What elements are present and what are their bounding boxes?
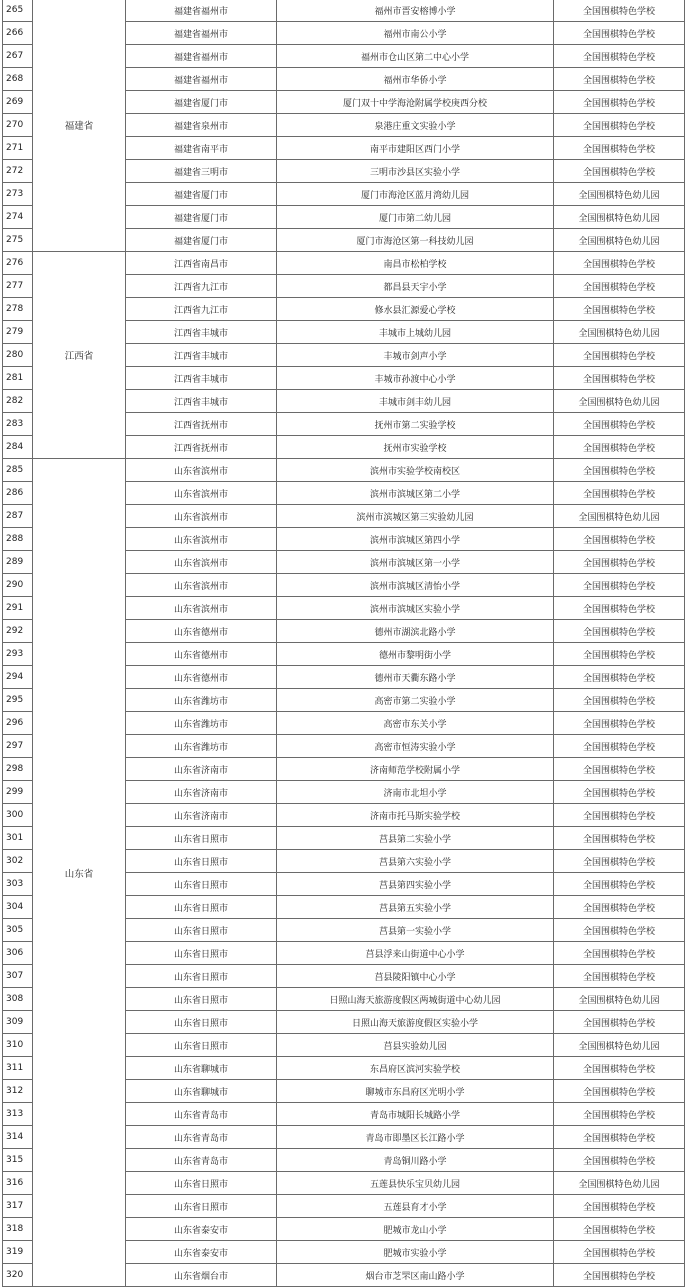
school-name-cell: 青岛铜川路小学 [277,1149,554,1172]
city-cell: 江西省九江市 [126,275,277,298]
school-name-cell: 丰城市剑声小学 [277,344,554,367]
table-row [3,0,685,22]
school-type-cell: 全国围棋特色学校 [554,275,685,298]
city-cell: 福建省福州市 [126,68,277,91]
row-number: 276 [3,252,33,275]
school-type-cell: 全国围棋特色学校 [554,482,685,505]
school-type-cell: 全国围棋特色学校 [554,1241,685,1264]
city-cell: 山东省潍坊市 [126,712,277,735]
school-type-cell: 全国围棋特色学校 [554,298,685,321]
school-name-cell: 莒县浮来山街道中心小学 [277,942,554,965]
city-cell: 山东省日照市 [126,942,277,965]
school-type-cell: 全国围棋特色学校 [554,919,685,942]
row-number: 313 [3,1103,33,1126]
school-type-cell: 全国围棋特色学校 [554,413,685,436]
school-name-cell: 莒县第四实验小学 [277,873,554,896]
school-type-cell: 全国围棋特色学校 [554,1264,685,1287]
school-type-cell: 全国围棋特色学校 [554,1011,685,1034]
school-name-cell: 莒县陵阳镇中心小学 [277,965,554,988]
school-name-cell: 济南师范学校附属小学 [277,758,554,781]
row-number: 286 [3,482,33,505]
school-name-cell: 抚州市第二实验学校 [277,413,554,436]
row-number: 275 [3,229,33,252]
city-cell: 山东省滨州市 [126,597,277,620]
school-name-cell: 济南市托马斯实验学校 [277,804,554,827]
school-type-cell: 全国围棋特色学校 [554,1195,685,1218]
city-cell: 山东省日照市 [126,988,277,1011]
city-cell: 山东省滨州市 [126,551,277,574]
table-body [3,0,685,1287]
school-type-cell: 全国围棋特色幼儿园 [554,206,685,229]
school-name-cell: 滨州市滨城区第一小学 [277,551,554,574]
row-number: 271 [3,137,33,160]
city-cell: 山东省济南市 [126,758,277,781]
school-name-cell: 青岛市城阳长城路小学 [277,1103,554,1126]
school-name-cell: 滨州市实验学校南校区 [277,459,554,482]
row-number: 318 [3,1218,33,1241]
row-number: 280 [3,344,33,367]
row-number: 293 [3,643,33,666]
province-cell: 山东省 [33,459,126,1287]
row-number: 309 [3,1011,33,1034]
school-type-cell: 全国围棋特色学校 [554,68,685,91]
city-cell: 山东省日照市 [126,850,277,873]
school-type-cell: 全国围棋特色学校 [554,45,685,68]
school-type-cell: 全国围棋特色学校 [554,0,685,22]
school-list-table [2,0,685,1287]
row-number: 305 [3,919,33,942]
school-name-cell: 东昌府区滨河实验学校 [277,1057,554,1080]
school-name-cell: 丰城市剑丰幼儿园 [277,390,554,413]
row-number: 277 [3,275,33,298]
school-name-cell: 高密市第二实验小学 [277,689,554,712]
school-name-cell: 三明市沙县区实验小学 [277,160,554,183]
city-cell: 江西省抚州市 [126,436,277,459]
city-cell: 山东省德州市 [126,643,277,666]
school-type-cell: 全国围棋特色学校 [554,1080,685,1103]
school-name-cell: 五莲县育才小学 [277,1195,554,1218]
city-cell: 山东省滨州市 [126,528,277,551]
row-number: 300 [3,804,33,827]
row-number: 290 [3,574,33,597]
row-number: 301 [3,827,33,850]
city-cell: 福建省泉州市 [126,114,277,137]
row-number: 273 [3,183,33,206]
school-name-cell: 抚州市实验学校 [277,436,554,459]
row-number: 320 [3,1264,33,1287]
school-type-cell: 全国围棋特色学校 [554,666,685,689]
school-name-cell: 滨州市滨城区第三实验幼儿园 [277,505,554,528]
row-number: 311 [3,1057,33,1080]
school-name-cell: 五莲县快乐宝贝幼儿园 [277,1172,554,1195]
row-number: 304 [3,896,33,919]
city-cell: 福建省厦门市 [126,206,277,229]
row-number: 285 [3,459,33,482]
row-number: 307 [3,965,33,988]
city-cell: 山东省聊城市 [126,1080,277,1103]
school-name-cell: 厦门双十中学海沧附属学校庚西分校 [277,91,554,114]
city-cell: 福建省福州市 [126,45,277,68]
school-name-cell: 德州市湖滨北路小学 [277,620,554,643]
school-type-cell: 全国围棋特色学校 [554,22,685,45]
row-number: 297 [3,735,33,758]
school-type-cell: 全国围棋特色幼儿园 [554,1034,685,1057]
school-name-cell: 莒县第五实验小学 [277,896,554,919]
school-type-cell: 全国围棋特色学校 [554,965,685,988]
school-type-cell: 全国围棋特色学校 [554,574,685,597]
school-type-cell: 全国围棋特色学校 [554,137,685,160]
school-name-cell: 南昌市松柏学校 [277,252,554,275]
school-type-cell: 全国围棋特色幼儿园 [554,1172,685,1195]
school-type-cell: 全国围棋特色学校 [554,758,685,781]
school-type-cell: 全国围棋特色学校 [554,1057,685,1080]
row-number: 295 [3,689,33,712]
row-number: 270 [3,114,33,137]
city-cell: 福建省厦门市 [126,183,277,206]
school-type-cell: 全国围棋特色学校 [554,528,685,551]
school-name-cell: 莒县第六实验小学 [277,850,554,873]
city-cell: 山东省潍坊市 [126,735,277,758]
row-number: 306 [3,942,33,965]
school-name-cell: 厦门市海沧区第一科技幼儿园 [277,229,554,252]
school-type-cell: 全国围棋特色学校 [554,712,685,735]
school-name-cell: 福州市仓山区第二中心小学 [277,45,554,68]
school-name-cell: 福州市华侨小学 [277,68,554,91]
school-name-cell: 泉港庄重文实验小学 [277,114,554,137]
city-cell: 山东省德州市 [126,666,277,689]
school-name-cell: 南平市建阳区西门小学 [277,137,554,160]
school-type-cell: 全国围棋特色学校 [554,804,685,827]
row-number: 302 [3,850,33,873]
row-number: 278 [3,298,33,321]
row-number: 269 [3,91,33,114]
city-cell: 山东省日照市 [126,827,277,850]
row-number: 308 [3,988,33,1011]
city-cell: 山东省聊城市 [126,1057,277,1080]
school-name-cell: 德州市黎明街小学 [277,643,554,666]
city-cell: 江西省丰城市 [126,344,277,367]
city-cell: 山东省日照市 [126,965,277,988]
school-type-cell: 全国围棋特色学校 [554,551,685,574]
row-number: 319 [3,1241,33,1264]
row-number: 288 [3,528,33,551]
row-number: 315 [3,1149,33,1172]
city-cell: 山东省青岛市 [126,1149,277,1172]
row-number: 292 [3,620,33,643]
row-number: 274 [3,206,33,229]
row-number: 312 [3,1080,33,1103]
school-name-cell: 肥城市龙山小学 [277,1218,554,1241]
school-name-cell: 厦门市第二幼儿园 [277,206,554,229]
row-number: 266 [3,22,33,45]
school-name-cell: 滨州市滨城区实验小学 [277,597,554,620]
city-cell: 福建省厦门市 [126,229,277,252]
school-name-cell: 滨州市滨城区第二小学 [277,482,554,505]
row-number: 296 [3,712,33,735]
school-name-cell: 莒县实验幼儿园 [277,1034,554,1057]
row-number: 267 [3,45,33,68]
school-type-cell: 全国围棋特色学校 [554,459,685,482]
school-type-cell: 全国围棋特色学校 [554,344,685,367]
school-name-cell: 厦门市海沧区蓝月湾幼儿园 [277,183,554,206]
province-cell: 福建省 [33,0,126,252]
table-row [3,459,685,482]
school-name-cell: 高密市东关小学 [277,712,554,735]
school-type-cell: 全国围棋特色学校 [554,620,685,643]
school-type-cell: 全国围棋特色幼儿园 [554,390,685,413]
city-cell: 山东省青岛市 [126,1103,277,1126]
city-cell: 江西省九江市 [126,298,277,321]
city-cell: 山东省日照市 [126,873,277,896]
school-type-cell: 全国围棋特色学校 [554,643,685,666]
city-cell: 山东省滨州市 [126,505,277,528]
row-number: 299 [3,781,33,804]
school-type-cell: 全国围棋特色学校 [554,735,685,758]
row-number: 282 [3,390,33,413]
school-name-cell: 德州市天衢东路小学 [277,666,554,689]
city-cell: 山东省滨州市 [126,459,277,482]
city-cell: 山东省日照市 [126,1011,277,1034]
province-cell: 江西省 [33,252,126,459]
city-cell: 山东省滨州市 [126,574,277,597]
school-type-cell: 全国围棋特色学校 [554,91,685,114]
row-number: 289 [3,551,33,574]
row-number: 316 [3,1172,33,1195]
school-name-cell: 日照山海天旅游度假区两城街道中心幼儿园 [277,988,554,1011]
school-type-cell: 全国围棋特色学校 [554,114,685,137]
school-type-cell: 全国围棋特色学校 [554,1218,685,1241]
city-cell: 江西省抚州市 [126,413,277,436]
row-number: 283 [3,413,33,436]
school-name-cell: 烟台市芝罘区南山路小学 [277,1264,554,1287]
city-cell: 江西省南昌市 [126,252,277,275]
school-name-cell: 聊城市东昌府区光明小学 [277,1080,554,1103]
school-type-cell: 全国围棋特色学校 [554,1149,685,1172]
school-name-cell: 济南市北坦小学 [277,781,554,804]
school-type-cell: 全国围棋特色学校 [554,160,685,183]
school-name-cell: 福州市晋安榕博小学 [277,0,554,22]
row-number: 294 [3,666,33,689]
school-type-cell: 全国围棋特色学校 [554,252,685,275]
row-number: 281 [3,367,33,390]
school-type-cell: 全国围棋特色学校 [554,436,685,459]
school-type-cell: 全国围棋特色幼儿园 [554,505,685,528]
row-number: 265 [3,0,33,22]
city-cell: 山东省日照市 [126,919,277,942]
city-cell: 山东省日照市 [126,1034,277,1057]
city-cell: 山东省青岛市 [126,1126,277,1149]
city-cell: 山东省日照市 [126,1195,277,1218]
school-type-cell: 全国围棋特色幼儿园 [554,988,685,1011]
row-number: 314 [3,1126,33,1149]
school-name-cell: 高密市恒涛实验小学 [277,735,554,758]
school-type-cell: 全国围棋特色学校 [554,942,685,965]
school-name-cell: 日照山海天旅游度假区实验小学 [277,1011,554,1034]
school-type-cell: 全国围棋特色学校 [554,896,685,919]
school-type-cell: 全国围棋特色学校 [554,827,685,850]
city-cell: 福建省南平市 [126,137,277,160]
school-name-cell: 福州市南公小学 [277,22,554,45]
school-name-cell: 丰城市孙渡中心小学 [277,367,554,390]
row-number: 272 [3,160,33,183]
table-row [3,252,685,275]
row-number: 287 [3,505,33,528]
school-type-cell: 全国围棋特色幼儿园 [554,183,685,206]
school-type-cell: 全国围棋特色学校 [554,689,685,712]
school-name-cell: 莒县第一实验小学 [277,919,554,942]
city-cell: 山东省德州市 [126,620,277,643]
city-cell: 山东省滨州市 [126,482,277,505]
row-number: 268 [3,68,33,91]
city-cell: 山东省泰安市 [126,1218,277,1241]
city-cell: 江西省丰城市 [126,321,277,344]
row-number: 284 [3,436,33,459]
school-type-cell: 全国围棋特色学校 [554,367,685,390]
city-cell: 福建省福州市 [126,22,277,45]
school-name-cell: 青岛市即墨区长江路小学 [277,1126,554,1149]
city-cell: 山东省潍坊市 [126,689,277,712]
city-cell: 山东省泰安市 [126,1241,277,1264]
school-type-cell: 全国围棋特色幼儿园 [554,229,685,252]
city-cell: 山东省日照市 [126,896,277,919]
school-type-cell: 全国围棋特色幼儿园 [554,321,685,344]
city-cell: 山东省济南市 [126,804,277,827]
city-cell: 福建省厦门市 [126,91,277,114]
school-name-cell: 修水县汇源爱心学校 [277,298,554,321]
row-number: 279 [3,321,33,344]
city-cell: 江西省丰城市 [126,390,277,413]
city-cell: 江西省丰城市 [126,367,277,390]
school-name-cell: 莒县第二实验小学 [277,827,554,850]
school-name-cell: 肥城市实验小学 [277,1241,554,1264]
school-name-cell: 滨州市滨城区清怡小学 [277,574,554,597]
school-type-cell: 全国围棋特色学校 [554,781,685,804]
row-number: 303 [3,873,33,896]
school-type-cell: 全国围棋特色学校 [554,850,685,873]
school-type-cell: 全国围棋特色学校 [554,597,685,620]
city-cell: 山东省济南市 [126,781,277,804]
city-cell: 福建省福州市 [126,0,277,22]
school-name-cell: 丰城市上城幼儿园 [277,321,554,344]
school-name-cell: 都昌县天宇小学 [277,275,554,298]
school-type-cell: 全国围棋特色学校 [554,1103,685,1126]
school-type-cell: 全国围棋特色学校 [554,873,685,896]
row-number: 298 [3,758,33,781]
row-number: 310 [3,1034,33,1057]
row-number: 317 [3,1195,33,1218]
school-name-cell: 滨州市滨城区第四小学 [277,528,554,551]
city-cell: 山东省日照市 [126,1172,277,1195]
school-type-cell: 全国围棋特色学校 [554,1126,685,1149]
city-cell: 福建省三明市 [126,160,277,183]
row-number: 291 [3,597,33,620]
city-cell: 山东省烟台市 [126,1264,277,1287]
